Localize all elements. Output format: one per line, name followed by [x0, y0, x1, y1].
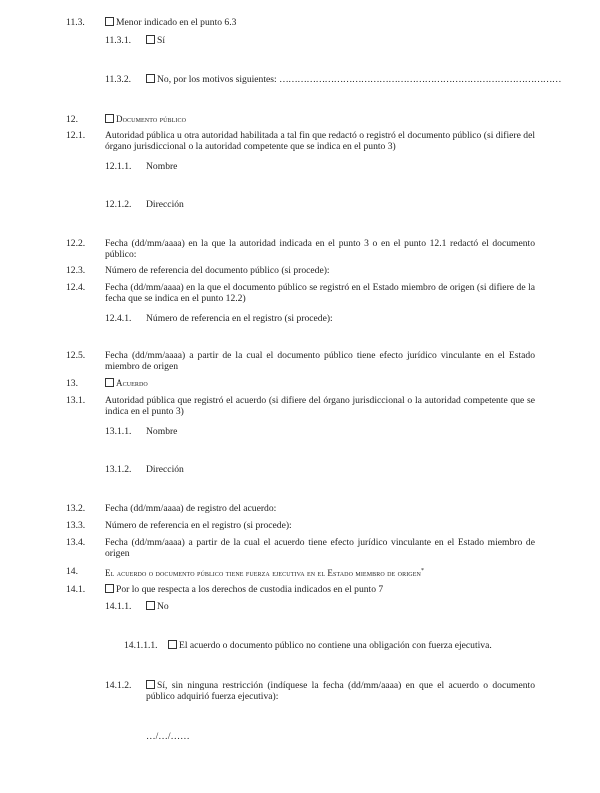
- item-text: Número de referencia del documento público (si procede):: [105, 265, 330, 276]
- checkbox[interactable]: [105, 114, 114, 123]
- item-number: 14.1.1.: [105, 601, 132, 612]
- item-number: 12.2.: [66, 238, 86, 249]
- checkbox[interactable]: [105, 378, 114, 387]
- checkbox[interactable]: [105, 584, 114, 593]
- item-number: 14.1.: [66, 584, 86, 595]
- checkbox[interactable]: [146, 601, 155, 610]
- item-text: Autoridad pública u otra autoridad habilitada a tal fin que redactó o registró el documento público (si difiere del órgano jurisdiccional o la autoridad competente que se indica en el punto 3): [105, 130, 535, 152]
- item-label: No: [157, 601, 169, 612]
- item-text: Dirección: [146, 199, 184, 210]
- item-label: El acuerdo o documento público no contiene una obligación con fuerza ejecutiva.: [179, 640, 492, 651]
- item-label: Sí: [157, 35, 166, 46]
- item-number: 13.: [66, 378, 78, 389]
- item-number: 12.1.1.: [105, 161, 132, 172]
- item-text: Fecha (dd/mm/aaaa) en la que el documento público se registró en el Estado miembro de origen (si difiere de la fecha que se indica en el punto 12.2): [105, 282, 535, 304]
- item-number: 14.1.2.: [105, 680, 132, 691]
- item-number: 14.: [66, 566, 78, 577]
- checkbox[interactable]: [105, 17, 114, 26]
- item-text: Autoridad pública que registró el acuerdo (si difiere del órgano jurisdiccional o la autoridad competente que se indica en el punto 3): [105, 395, 535, 417]
- item-number: 12.: [66, 114, 78, 125]
- item-text: [168, 640, 538, 651]
- item-text: [105, 584, 535, 595]
- item-text: Nombre: [146, 426, 178, 437]
- item-number: 13.1.2.: [105, 464, 132, 475]
- fill-in-dots[interactable]: …………………………………………………………………………………: [279, 74, 561, 85]
- item-number: 11.3.2.: [105, 74, 132, 85]
- item-number: 12.5.: [66, 350, 86, 361]
- item-text: Número de referencia en el registro (si procede):: [146, 313, 333, 324]
- checkbox[interactable]: [168, 640, 177, 649]
- item-number: 11.3.: [66, 17, 85, 28]
- item-label: Sí, sin ninguna restricción (indíquese la fecha (dd/mm/aaaa) en que el acuerdo o documento público adquirió fuerza ejecutiva):: [146, 680, 535, 702]
- checkbox[interactable]: [146, 680, 155, 689]
- item-text: [146, 74, 561, 85]
- checkbox[interactable]: [146, 35, 155, 44]
- item-number: 13.1.: [66, 395, 86, 406]
- item-text: [146, 35, 535, 46]
- footnote-marker: *: [420, 568, 424, 574]
- item-number: 13.2.: [66, 503, 86, 514]
- item-number: 12.4.: [66, 282, 86, 293]
- item-text: Dirección: [146, 464, 184, 475]
- item-text: [146, 680, 535, 702]
- item-number: 12.1.: [66, 130, 86, 141]
- item-text: Fecha (dd/mm/aaaa) de registro del acuerdo:: [105, 503, 277, 514]
- item-number: 12.3.: [66, 265, 86, 276]
- item-label: No, por los motivos siguientes:: [157, 74, 280, 85]
- item-number: 13.4.: [66, 537, 86, 548]
- item-label: Por lo que respecta a los derechos de custodia indicados en el punto 7: [116, 584, 384, 595]
- section-heading: Acuerdo: [116, 378, 148, 388]
- section-heading: Documento público: [116, 114, 187, 124]
- item-text: Nombre: [146, 161, 178, 172]
- checkbox[interactable]: [146, 74, 155, 83]
- item-number: 14.1.1.1.: [124, 640, 158, 651]
- item-number: 12.1.2.: [105, 199, 132, 210]
- item-text: [105, 378, 535, 389]
- item-label: Menor indicado en el punto 6.3: [116, 17, 237, 28]
- item-number: 13.1.1.: [105, 426, 132, 437]
- item-text: [105, 17, 535, 28]
- item-text: Fecha (dd/mm/aaaa) en la que la autoridad indicada en el punto 3 o en el punto 12.1 redactó el documento público:: [105, 238, 535, 260]
- item-number: 13.3.: [66, 520, 86, 531]
- item-text: Número de referencia en el registro (si procede):: [105, 520, 292, 531]
- item-text: [105, 566, 535, 579]
- item-text: [105, 114, 535, 125]
- item-number: 12.4.1.: [105, 313, 132, 324]
- date-placeholder[interactable]: …/…/……: [146, 731, 190, 742]
- section-heading: El acuerdo o documento público tiene fuerza ejecutiva en el Estado miembro de origen: [105, 568, 421, 578]
- item-text: Fecha (dd/mm/aaaa) a partir de la cual el acuerdo tiene efecto jurídico vinculante en el Estado miembro de origen: [105, 537, 535, 559]
- item-text: [146, 601, 535, 612]
- item-number: 11.3.1.: [105, 35, 132, 46]
- item-text: Fecha (dd/mm/aaaa) a partir de la cual el documento público tiene efecto jurídico vinculante en el Estado miembro de origen: [105, 350, 535, 372]
